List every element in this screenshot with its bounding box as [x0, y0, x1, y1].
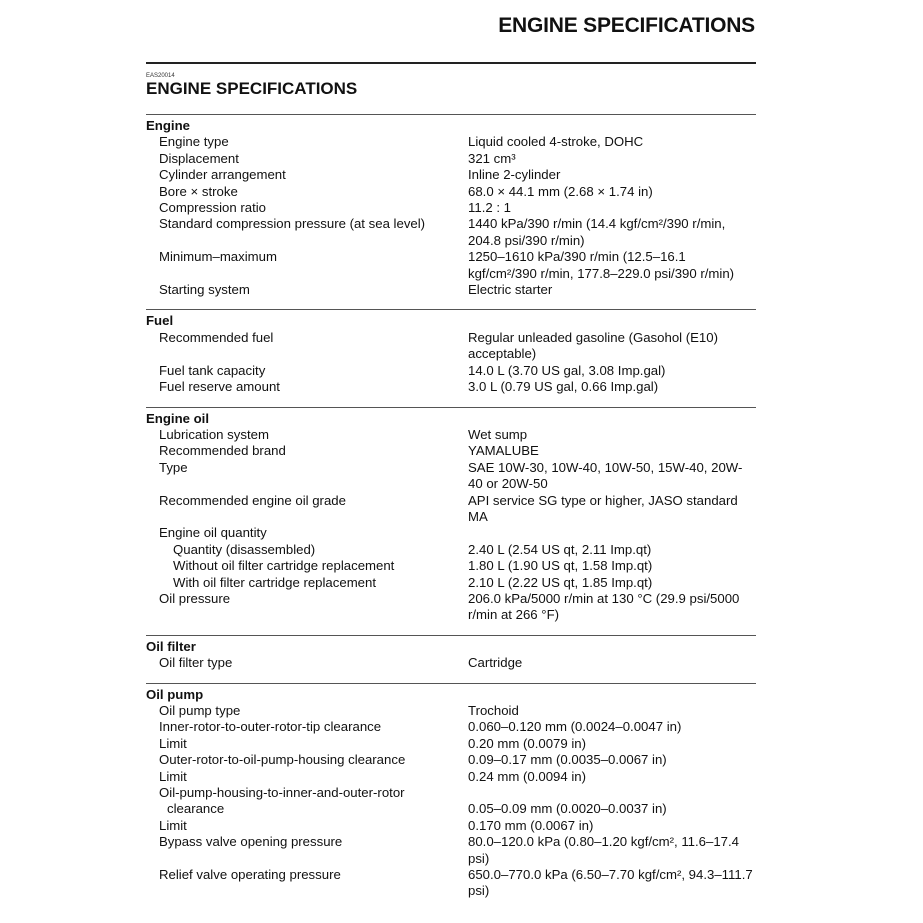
spec-row [146, 167, 756, 183]
spec-label: Fuel tank capacity [159, 362, 266, 378]
spec-value: 0.060–0.120 mm (0.0024–0.0047 in) [468, 719, 682, 735]
group-title: Engine [146, 118, 190, 133]
spec-value: API service SG type or higher, JASO standard MA [468, 492, 738, 524]
group-title: Oil pump [146, 686, 204, 702]
spec-row [146, 184, 756, 200]
group-title: Engine oil [146, 410, 210, 426]
spec-row [146, 216, 756, 249]
spec-label: Engine oil quantity [159, 525, 267, 541]
spec-row [146, 379, 756, 395]
spec-value: 650.0–770.0 kPa (6.50–7.70 kgf/cm², 94.3–111.7 psi) [468, 867, 753, 899]
spec-label: Oil-pump-housing-to-inner-and-outer-rotor [159, 785, 405, 801]
spec-row [146, 493, 756, 526]
spec-label: Limit [159, 817, 187, 833]
group-title: Fuel [146, 313, 174, 329]
spec-label: Standard compression pressure (at sea level) [159, 216, 426, 232]
spec-value [468, 785, 756, 801]
spec-value: 11.2 : 1 [468, 200, 512, 216]
spec-row [146, 591, 756, 624]
spec-label: Bypass valve opening pressure [159, 834, 343, 850]
spec-value: 0.24 mm (0.0094 in) [468, 768, 587, 784]
section-title: ENGINE SPECIFICATIONS [146, 79, 358, 98]
spec-row [146, 525, 756, 541]
spec-value: Wet sump [468, 426, 528, 442]
spec-row [146, 427, 756, 443]
spec-label: Type [159, 459, 188, 475]
spec-value: 1250–1610 kPa/390 r/min (12.5–16.1 kgf/cm²/390 r/min, 177.8–229.0 psi/390 r/min) [468, 249, 735, 281]
spec-value [468, 525, 756, 541]
spec-label: Recommended fuel [159, 329, 274, 345]
spec-row [146, 655, 756, 671]
running-header-title: ENGINE SPECIFICATIONS [498, 14, 755, 37]
spec-row [146, 785, 756, 801]
spec-label: clearance [167, 801, 225, 817]
spec-value: YAMALUBE [468, 443, 539, 459]
spec-label: Lubrication system [159, 426, 269, 442]
spec-value: Cartridge [468, 655, 523, 671]
spec-value: Liquid cooled 4-stroke, DOHC [468, 134, 644, 150]
spec-row [146, 443, 756, 459]
spec-value: SAE 10W-30, 10W-40, 10W-50, 15W-40, 20W-40 or 20W-50 [468, 459, 743, 492]
spec-row [146, 769, 756, 785]
spec-label: Fuel reserve amount [159, 379, 280, 395]
spec-value: 2.40 L (2.54 US qt, 2.11 Imp.qt) [468, 541, 652, 557]
spec-group-engine-oil [146, 407, 756, 624]
spec-row [146, 282, 756, 298]
spec-group-oil-pump [146, 683, 756, 900]
section-code: EAS20014 [146, 73, 175, 79]
spec-label: Relief valve operating pressure [159, 867, 341, 883]
spec-group-fuel [146, 309, 756, 395]
spec-label: Outer-rotor-to-oil-pump-housing clearance [159, 752, 406, 768]
spec-row [146, 460, 756, 493]
spec-value: 1.80 L (1.90 US qt, 1.58 Imp.qt) [468, 558, 653, 574]
spec-row [146, 151, 756, 167]
spec-value: 68.0 × 44.1 mm (2.68 × 1.74 in) [468, 183, 653, 199]
spec-value: 3.0 L (0.79 US gal, 0.66 Imp.gal) [468, 379, 659, 395]
spec-row [146, 330, 756, 363]
spec-value: 1440 kPa/390 r/min (14.4 kgf/cm²/390 r/min, 204.8 psi/390 r/min) [468, 216, 726, 248]
spec-row [146, 558, 756, 574]
spec-table [146, 114, 756, 911]
spec-value: 14.0 L (3.70 US gal, 3.08 Imp.gal) [468, 362, 666, 378]
spec-label: Oil pressure [159, 590, 231, 606]
spec-value: 0.09–0.17 mm (0.0035–0.0067 in) [468, 752, 667, 768]
spec-value: Electric starter [468, 282, 553, 298]
spec-label: Engine type [159, 134, 229, 150]
spec-row [146, 818, 756, 834]
spec-row [146, 134, 756, 150]
spec-row [146, 736, 756, 752]
spec-value: Regular unleaded gasoline (Gasohol (E10) acceptable) [468, 329, 718, 362]
spec-row [146, 801, 756, 817]
spec-row [146, 867, 756, 900]
spec-value: 0.20 mm (0.0079 in) [468, 735, 587, 751]
spec-label: Limit [159, 735, 187, 751]
spec-row [146, 200, 756, 216]
spec-value: Inline 2-cylinder [468, 167, 561, 183]
spec-value: 2.10 L (2.22 US qt, 1.85 Imp.qt) [468, 574, 653, 590]
spec-label: Oil pump type [159, 703, 241, 718]
spec-row [146, 703, 756, 719]
spec-value: 0.05–0.09 mm (0.0020–0.0037 in) [468, 801, 667, 817]
spec-row [146, 542, 756, 558]
group-title: Oil filter [146, 638, 196, 654]
spec-value: Trochoid [468, 703, 519, 718]
spec-label: Limit [159, 768, 187, 784]
spec-group-engine [146, 114, 756, 298]
spec-label: Quantity (disassembled) [173, 541, 316, 557]
spec-label: Minimum–maximum [159, 249, 277, 265]
spec-row [146, 575, 756, 591]
spec-row [146, 752, 756, 768]
spec-label: Bore × stroke [159, 183, 238, 199]
spec-row [146, 249, 756, 282]
spec-group-oil-filter [146, 635, 756, 672]
spec-row [146, 719, 756, 735]
spec-label: Without oil filter cartridge replacement [173, 558, 395, 574]
spec-row [146, 834, 756, 867]
spec-label: Oil filter type [159, 655, 233, 671]
spec-row [146, 363, 756, 379]
spec-label: Cylinder arrangement [159, 167, 286, 183]
spec-value: 80.0–120.0 kPa (0.80–1.20 kgf/cm², 11.6–17.4 psi) [468, 834, 740, 866]
spec-label: Inner-rotor-to-outer-rotor-tip clearance [159, 719, 382, 735]
spec-label: With oil filter cartridge replacement [173, 574, 377, 590]
spec-label: Recommended brand [159, 443, 286, 459]
spec-label: Starting system [159, 282, 250, 298]
spec-label: Recommended engine oil grade [159, 492, 346, 508]
spec-value: 206.0 kPa/5000 r/min at 130 °C (29.9 psi/5000 r/min at 266 °F) [468, 590, 740, 623]
header-rule [146, 62, 756, 64]
spec-value: 0.170 mm (0.0067 in) [468, 817, 594, 833]
spec-label: Displacement [159, 150, 239, 166]
spec-label: Compression ratio [159, 200, 267, 216]
spec-value: 321 cm³ [468, 150, 516, 166]
